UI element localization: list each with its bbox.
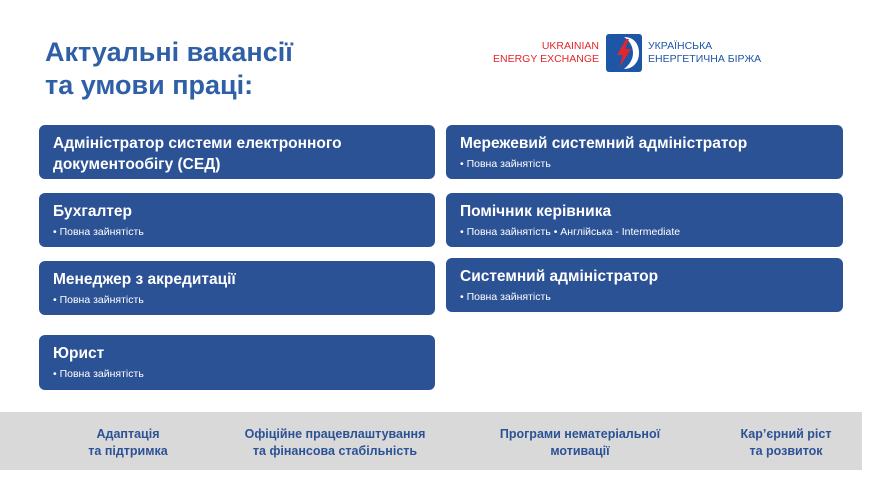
vacancy-card-network-admin[interactable] bbox=[446, 125, 843, 179]
title-line-2: та умови праці: bbox=[45, 70, 254, 100]
vacancy-card-accountant[interactable] bbox=[39, 193, 435, 247]
energy-exchange-logo-icon bbox=[606, 34, 642, 72]
company-logo bbox=[493, 34, 783, 74]
vacancy-title: Бухгалтер bbox=[53, 203, 132, 220]
benefit-motivation-programs bbox=[475, 426, 685, 460]
vacancy-card-system-admin[interactable] bbox=[446, 258, 843, 312]
vacancy-title: Системний адміністратор bbox=[460, 268, 659, 285]
vacancy-card-accreditation-manager[interactable] bbox=[39, 261, 435, 315]
benefits-bar bbox=[0, 412, 862, 470]
vacancy-conditions: • Повна зайнятість bbox=[53, 368, 144, 380]
page-title bbox=[45, 36, 293, 102]
vacancy-conditions: • Повна зайнятість bbox=[53, 226, 144, 238]
vacancy-title: Юрист bbox=[53, 345, 105, 362]
benefit-line: та підтримка bbox=[88, 444, 168, 458]
title-line-1: Актуальні вакансії bbox=[45, 37, 293, 67]
logo-en-line-2: ENERGY EXCHANGE bbox=[493, 53, 599, 65]
vacancy-conditions: • Повна зайнятість bbox=[53, 294, 144, 306]
vacancy-title: Помічник керівника bbox=[460, 203, 612, 220]
benefit-line: та фінансова стабільність bbox=[252, 444, 418, 458]
logo-en-line-1: UKRAINIAN bbox=[541, 40, 599, 52]
benefit-official-employment bbox=[225, 426, 445, 460]
vacancy-card-executive-assistant[interactable] bbox=[446, 193, 843, 247]
benefit-adaptation bbox=[68, 426, 188, 460]
benefit-line: та розвиток bbox=[749, 444, 823, 458]
benefit-line: Офіційне працевлаштування bbox=[244, 427, 426, 441]
vacancy-conditions: • Повна зайнятість bbox=[460, 291, 551, 303]
vacancy-conditions: • Повна зайнятість bbox=[460, 158, 551, 170]
logo-ua-line-2: ЕНЕРГЕТИЧНА БІРЖА bbox=[648, 53, 762, 65]
logo-text-ukrainian bbox=[648, 40, 761, 66]
benefit-line: мотивації bbox=[550, 444, 610, 458]
vacancy-card-sed-admin[interactable] bbox=[39, 125, 435, 179]
logo-text-english bbox=[493, 40, 599, 66]
vacancy-title: Мережевий системний адміністратор bbox=[460, 135, 748, 152]
vacancy-title: Менеджер з акредитації bbox=[53, 271, 236, 288]
benefit-career-growth bbox=[716, 426, 856, 460]
logo-ua-line-1: УКРАЇНСЬКА bbox=[648, 40, 713, 52]
benefit-line: Адаптація bbox=[96, 427, 160, 441]
vacancy-title: Адміністратор системи електронного документообігу (СЕД) bbox=[53, 135, 342, 173]
benefit-line: Програми нематеріальної bbox=[499, 427, 661, 441]
vacancy-conditions: • Повна зайнятість • Англійська - Intermediate bbox=[460, 226, 681, 238]
benefit-line: Кар’єрний ріст bbox=[740, 427, 832, 441]
vacancy-card-lawyer[interactable] bbox=[39, 335, 435, 390]
